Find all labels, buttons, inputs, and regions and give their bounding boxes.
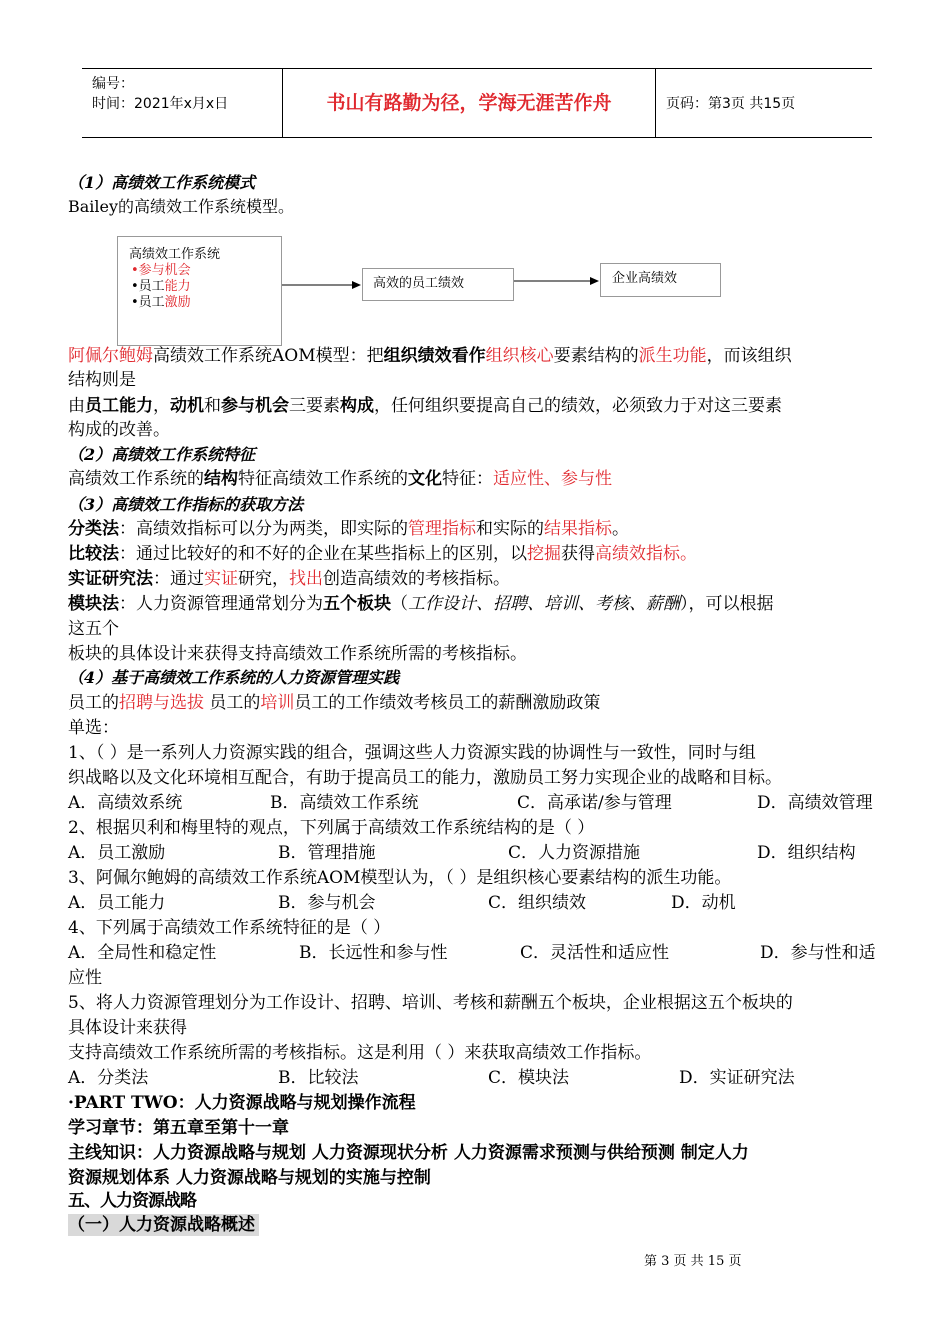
part-two-title: ·PART TWO：人力资源战略与规划操作流程: [68, 1093, 416, 1113]
aom-para-line3: 由员工能力，动机和参与机会三要素构成，任何组织要提高自己的绩效，必须致力于对这三要素: [68, 396, 782, 416]
quiz-label: 单选：: [68, 718, 119, 738]
q5-line1: 5、将人力资源管理划分为工作设计、招聘、培训、考核和薪酬五个板块，企业根据这五个板块的: [68, 993, 793, 1013]
header-motto: 书山有路勤为径，学海无涯苦作舟: [283, 69, 656, 137]
section-title-3: （3）高绩效工作指标的获取方法: [68, 495, 304, 514]
q2-option-c: C．人力资源措施: [508, 843, 641, 863]
hpws-box-title: 高绩效工作系统: [129, 247, 221, 262]
main-knowledge-line2: 资源规划体系 人力资源战略与规划的实施与控制: [68, 1168, 431, 1188]
hpws-features: 高绩效工作系统的结构特征高绩效工作系统的文化特征：适应性、参与性: [68, 469, 612, 489]
q1-option-b: B．高绩效工作系统: [270, 793, 419, 813]
employee-performance-box: 高效的员工绩效: [362, 268, 514, 301]
study-chapters: 学习章节：第五章至第十一章: [68, 1118, 289, 1138]
q1-option-c: C．高承诺/参与管理: [517, 793, 672, 813]
q5-option-d: D．实证研究法: [679, 1068, 795, 1088]
hrm-practices: 员工的招聘与选拔 员工的培训员工的工作绩效考核员工的薪酬激励政策: [68, 693, 601, 713]
q1-line1: 1、（ ）是一系列人力资源实践的组合，强调这些人力资源实践的协调性与一致性，同时与组: [68, 743, 756, 763]
aom-para-line2: 结构则是: [68, 370, 136, 390]
number-label: 编号：: [92, 76, 134, 92]
hpws-item-participation: •参与机会: [131, 263, 191, 278]
chapter-five-heading: 五、人力资源战略: [68, 1191, 196, 1211]
bailey-intro: Bailey的高绩效工作系统模型。: [68, 197, 295, 216]
q2-stem: 2、根据贝利和梅里特的观点，下列属于高绩效工作系统结构的是（ ）: [68, 818, 595, 838]
aom-para-line1: 阿佩尔鲍姆高绩效工作系统AOM模型：把组织绩效看作组织核心要素结构的派生功能，而该组织: [68, 346, 792, 366]
q5-line2: 具体设计来获得: [68, 1018, 187, 1038]
section-title-1: （1）高绩效工作系统模式: [68, 173, 256, 192]
hpws-item-ability: •员工能力: [131, 279, 191, 294]
method-module: 模块法：人力资源管理通常划分为五个板块（工作设计、招聘、培训、考核、薪酬），可以根据: [68, 594, 774, 614]
q4-option-c: C．灵活性和适应性: [520, 943, 670, 963]
enterprise-performance-box: 企业高绩效: [600, 263, 721, 297]
q4-option-d: D．参与性和适: [760, 943, 876, 963]
page-footer: 第 3 页 共 15 页: [644, 1254, 742, 1269]
q4-option-d-cont: 应性: [68, 968, 102, 988]
q5-option-b: B．比较法: [278, 1068, 359, 1088]
q3-option-a: A．员工能力: [68, 893, 166, 913]
q1-options: [68, 792, 888, 814]
method-module-cont1: 这五个: [68, 619, 119, 639]
aom-para-line4: 构成的改善。: [68, 420, 170, 440]
q3-option-b: B．参与机会: [278, 893, 376, 913]
header-page-info: 页码：第3页 共15页: [666, 96, 796, 112]
q3-options: [68, 892, 888, 914]
q5-options: [68, 1067, 888, 1089]
date-label: 时间：2021年x月x日: [92, 96, 229, 112]
q4-option-a: A．全局性和稳定性: [68, 943, 217, 963]
q3-option-d: D．动机: [671, 893, 736, 913]
q3-stem: 3、阿佩尔鲍姆的高绩效工作系统AOM模型认为，（ ）是组织核心要素结构的派生功能。: [68, 868, 732, 888]
section-title-2: （2）高绩效工作系统特征: [68, 445, 256, 464]
q2-options: [68, 842, 888, 864]
q3-option-c: C．组织绩效: [488, 893, 587, 913]
method-comparison: 比较法：通过比较好的和不好的企业在某些指标上的区别，以挖掘获得高绩效指标。: [68, 544, 697, 564]
method-module-cont2: 板块的具体设计来获得支持高绩效工作系统所需的考核指标。: [68, 644, 527, 664]
method-classification: 分类法：高绩效指标可以分为两类，即实际的管理指标和实际的结果指标。: [68, 519, 629, 539]
q4-stem: 4、下列属于高绩效工作系统特征的是（ ）: [68, 918, 391, 938]
q4-option-b: B．长远性和参与性: [299, 943, 448, 963]
q1-option-a: A．高绩效系统: [68, 793, 183, 813]
q2-option-a: A．员工激励: [68, 843, 166, 863]
method-empirical: 实证研究法：通过实证研究，找出创造高绩效的考核指标。: [68, 569, 510, 589]
q4-options: [68, 942, 888, 964]
hpws-box: [117, 236, 282, 346]
main-knowledge-line1: 主线知识：人力资源战略与规划 人力资源现状分析 人力资源需求预测与供给预测 制定人力: [68, 1143, 749, 1163]
q2-option-b: B．管理措施: [278, 843, 376, 863]
q1-line2: 织战略以及文化环境相互配合，有助于提高员工的能力，激励员工努力实现企业的战略和目标。: [68, 768, 782, 788]
q5-line3: 支持高绩效工作系统所需的考核指标。这是利用（ ）来获取高绩效工作指标。: [68, 1043, 652, 1063]
q5-option-c: C．模块法: [488, 1068, 570, 1088]
q5-option-a: A．分类法: [68, 1068, 149, 1088]
q2-option-d: D．组织结构: [757, 843, 856, 863]
q1-option-d: D．高绩效管理: [757, 793, 873, 813]
section-title-4: （4）基于高绩效工作系统的人力资源管理实践: [68, 668, 400, 687]
hpws-item-motivation: •员工激励: [131, 295, 191, 310]
section-heading-5-1: （一）人力资源战略概述: [68, 1214, 259, 1236]
